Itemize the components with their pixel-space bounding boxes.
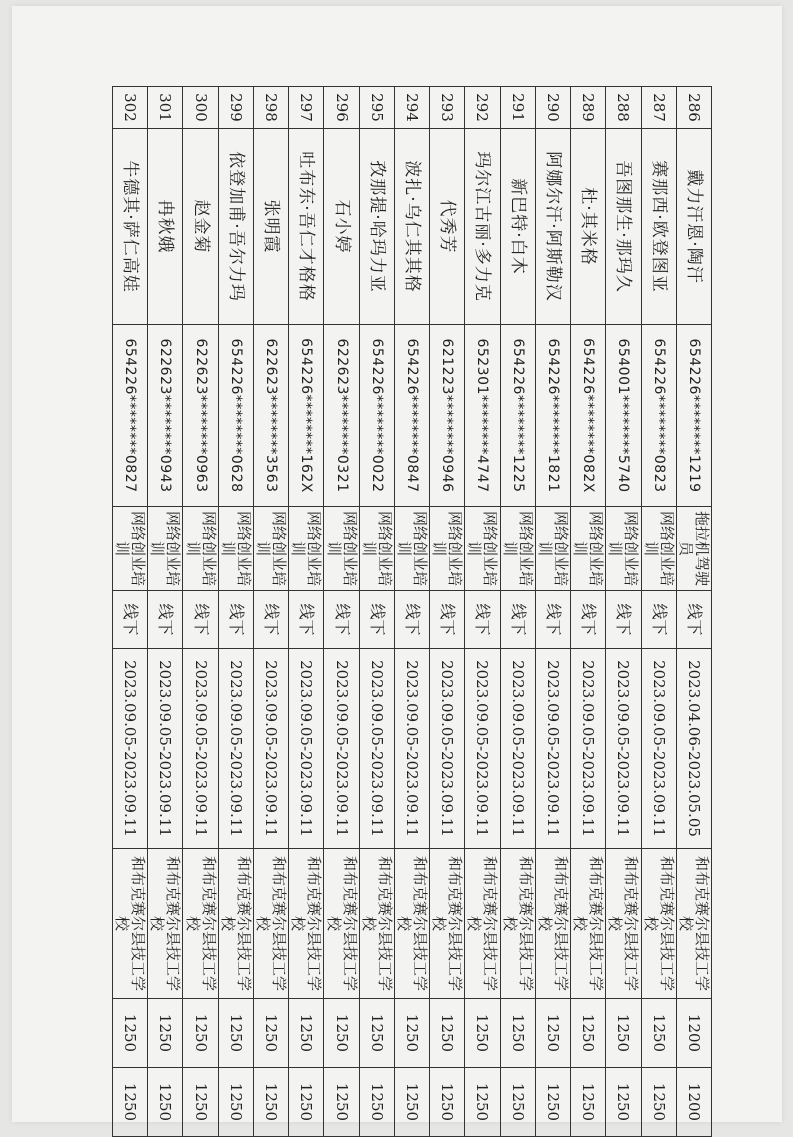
trainee-name-cell: 阿娜尔汗·阿斯勒汉 (535, 129, 570, 325)
trainee-name-cell: 吾图那生·那玛久 (606, 129, 641, 325)
subsidy-amount-cell: 1250 (430, 1068, 465, 1137)
table-row (535, 87, 570, 1137)
trainee-subsidy-table (112, 86, 712, 1137)
subsidy-amount-cell: 1250 (535, 1068, 570, 1137)
row-number-cell: 295 (359, 87, 394, 129)
training-institution-cell: 和布克赛尔县技工学校 (289, 849, 324, 999)
subsidy-amount-cell: 1250 (253, 1068, 288, 1137)
training-mode-cell: 线下 (465, 591, 500, 649)
id-number-cell: 654226********1225 (500, 325, 535, 507)
subsidy-standard-cell: 1250 (324, 999, 359, 1068)
subsidy-amount-cell: 1250 (148, 1068, 183, 1137)
id-number-cell: 622623********0963 (183, 325, 218, 507)
id-number-cell: 654226********0823 (641, 325, 676, 507)
training-period-cell: 2023.09.05-2023.09.11 (148, 649, 183, 849)
training-institution-cell: 和布克赛尔县技工学校 (324, 849, 359, 999)
training-mode-cell: 线下 (289, 591, 324, 649)
trainee-name-cell: 牛德其·萨仁高娃 (113, 129, 148, 325)
training-period-cell: 2023.09.05-2023.09.11 (535, 649, 570, 849)
trainee-name-cell: 玛尔江古丽·多力克 (465, 129, 500, 325)
id-number-cell: 621223********0946 (430, 325, 465, 507)
id-number-cell: 622623********0943 (148, 325, 183, 507)
rotated-table-container (112, 86, 712, 1136)
id-number-cell: 622623********0321 (324, 325, 359, 507)
id-number-cell: 654226********162X (289, 325, 324, 507)
row-number-cell: 290 (535, 87, 570, 129)
training-mode-cell: 线下 (113, 591, 148, 649)
training-institution-cell: 和布克赛尔县技工学校 (500, 849, 535, 999)
training-mode-cell: 线下 (183, 591, 218, 649)
table-row (430, 87, 465, 1137)
subsidy-standard-cell: 1250 (500, 999, 535, 1068)
training-institution-cell: 和布克赛尔县技工学校 (183, 849, 218, 999)
training-period-cell: 2023.09.05-2023.09.11 (218, 649, 253, 849)
trainee-name-cell: 依登加甫·吾尔力玛 (218, 129, 253, 325)
trainee-name-cell: 吐布东·吾仁才格格 (289, 129, 324, 325)
id-number-cell: 654226********1821 (535, 325, 570, 507)
trainee-name-cell: 冉秋娥 (148, 129, 183, 325)
training-type-cell: 网络创业培训 (218, 507, 253, 591)
training-type-cell: 网络创业培训 (113, 507, 148, 591)
training-type-cell: 网络创业培训 (430, 507, 465, 591)
trainee-name-cell: 石小婷 (324, 129, 359, 325)
row-number-cell: 297 (289, 87, 324, 129)
training-period-cell: 2023.09.05-2023.09.11 (113, 649, 148, 849)
trainee-name-cell: 波扎·乌仁其其格 (394, 129, 429, 325)
subsidy-standard-cell: 1250 (359, 999, 394, 1068)
subsidy-standard-cell: 1250 (148, 999, 183, 1068)
subsidy-standard-cell: 1250 (113, 999, 148, 1068)
subsidy-standard-cell: 1250 (465, 999, 500, 1068)
training-period-cell: 2023.04.06-2023.05.05 (676, 649, 711, 849)
training-mode-cell: 线下 (676, 591, 711, 649)
subsidy-amount-cell: 1250 (324, 1068, 359, 1137)
subsidy-amount-cell: 1250 (289, 1068, 324, 1137)
subsidy-amount-cell: 1250 (606, 1068, 641, 1137)
training-institution-cell: 和布克赛尔县技工学校 (676, 849, 711, 999)
subsidy-standard-cell: 1250 (571, 999, 606, 1068)
training-type-cell: 网络创业培训 (359, 507, 394, 591)
training-type-cell: 网络创业培训 (606, 507, 641, 591)
training-type-cell: 网络创业培训 (324, 507, 359, 591)
training-type-cell: 网络创业培训 (289, 507, 324, 591)
row-number-cell: 298 (253, 87, 288, 129)
training-institution-cell: 和布克赛尔县技工学校 (359, 849, 394, 999)
trainee-name-cell: 新巴特·白木 (500, 129, 535, 325)
trainee-name-cell: 孜那提·哈玛力亚 (359, 129, 394, 325)
training-type-cell: 网络创业培训 (465, 507, 500, 591)
subsidy-amount-cell: 1250 (641, 1068, 676, 1137)
subsidy-amount-cell: 1200 (676, 1068, 711, 1137)
subsidy-standard-cell: 1200 (676, 999, 711, 1068)
training-period-cell: 2023.09.05-2023.09.11 (394, 649, 429, 849)
training-institution-cell: 和布克赛尔县技工学校 (253, 849, 288, 999)
table-row (183, 87, 218, 1137)
training-type-cell: 网络创业培训 (500, 507, 535, 591)
row-number-cell: 293 (430, 87, 465, 129)
subsidy-standard-cell: 1250 (253, 999, 288, 1068)
row-number-cell: 296 (324, 87, 359, 129)
row-number-cell: 289 (571, 87, 606, 129)
training-mode-cell: 线下 (571, 591, 606, 649)
training-type-cell: 网络创业培训 (148, 507, 183, 591)
table-row (113, 87, 148, 1137)
id-number-cell: 654226********0847 (394, 325, 429, 507)
subsidy-amount-cell: 1250 (359, 1068, 394, 1137)
subsidy-amount-cell: 1250 (571, 1068, 606, 1137)
subsidy-standard-cell: 1250 (606, 999, 641, 1068)
training-type-cell: 网络创业培训 (641, 507, 676, 591)
training-period-cell: 2023.09.05-2023.09.11 (289, 649, 324, 849)
row-number-cell: 302 (113, 87, 148, 129)
id-number-cell: 652301********4747 (465, 325, 500, 507)
table-row (571, 87, 606, 1137)
row-number-cell: 292 (465, 87, 500, 129)
training-period-cell: 2023.09.05-2023.09.11 (324, 649, 359, 849)
training-institution-cell: 和布克赛尔县技工学校 (394, 849, 429, 999)
training-period-cell: 2023.09.05-2023.09.11 (465, 649, 500, 849)
table-row (606, 87, 641, 1137)
training-mode-cell: 线下 (359, 591, 394, 649)
training-institution-cell: 和布克赛尔县技工学校 (641, 849, 676, 999)
subsidy-amount-cell: 1250 (500, 1068, 535, 1137)
row-number-cell: 287 (641, 87, 676, 129)
subsidy-standard-cell: 1250 (289, 999, 324, 1068)
training-mode-cell: 线下 (324, 591, 359, 649)
training-mode-cell: 线下 (535, 591, 570, 649)
trainee-name-cell: 代秀芳 (430, 129, 465, 325)
training-institution-cell: 和布克赛尔县技工学校 (430, 849, 465, 999)
training-mode-cell: 线下 (148, 591, 183, 649)
subsidy-amount-cell: 1250 (218, 1068, 253, 1137)
row-number-cell: 300 (183, 87, 218, 129)
training-institution-cell: 和布克赛尔县技工学校 (571, 849, 606, 999)
trainee-name-cell: 赵金菊 (183, 129, 218, 325)
training-institution-cell: 和布克赛尔县技工学校 (148, 849, 183, 999)
training-mode-cell: 线下 (253, 591, 288, 649)
training-period-cell: 2023.09.05-2023.09.11 (641, 649, 676, 849)
subsidy-amount-cell: 1250 (183, 1068, 218, 1137)
training-mode-cell: 线下 (500, 591, 535, 649)
training-type-cell: 拖拉机驾驶员 (676, 507, 711, 591)
row-number-cell: 291 (500, 87, 535, 129)
subsidy-standard-cell: 1250 (394, 999, 429, 1068)
document-page (12, 6, 782, 1122)
subsidy-standard-cell: 1250 (218, 999, 253, 1068)
training-institution-cell: 和布克赛尔县技工学校 (606, 849, 641, 999)
training-mode-cell: 线下 (430, 591, 465, 649)
id-number-cell: 654226********082X (571, 325, 606, 507)
trainee-name-cell: 杜·其米格 (571, 129, 606, 325)
training-period-cell: 2023.09.05-2023.09.11 (430, 649, 465, 849)
subsidy-standard-cell: 1250 (535, 999, 570, 1068)
training-period-cell: 2023.09.05-2023.09.11 (183, 649, 218, 849)
id-number-cell: 654226********1219 (676, 325, 711, 507)
row-number-cell: 301 (148, 87, 183, 129)
row-number-cell: 294 (394, 87, 429, 129)
table-row (218, 87, 253, 1137)
training-institution-cell: 和布克赛尔县技工学校 (218, 849, 253, 999)
table-row (253, 87, 288, 1137)
training-type-cell: 网络创业培训 (394, 507, 429, 591)
subsidy-standard-cell: 1250 (183, 999, 218, 1068)
table-row (359, 87, 394, 1137)
id-number-cell: 654226********0827 (113, 325, 148, 507)
training-period-cell: 2023.09.05-2023.09.11 (606, 649, 641, 849)
training-institution-cell: 和布克赛尔县技工学校 (113, 849, 148, 999)
table-row (676, 87, 711, 1137)
training-institution-cell: 和布克赛尔县技工学校 (465, 849, 500, 999)
training-mode-cell: 线下 (218, 591, 253, 649)
table-row (148, 87, 183, 1137)
training-type-cell: 网络创业培训 (571, 507, 606, 591)
row-number-cell: 299 (218, 87, 253, 129)
table-row (641, 87, 676, 1137)
trainee-name-cell: 赛那西·欧登图亚 (641, 129, 676, 325)
training-type-cell: 网络创业培训 (253, 507, 288, 591)
id-number-cell: 654226********0628 (218, 325, 253, 507)
table-row (324, 87, 359, 1137)
subsidy-amount-cell: 1250 (394, 1068, 429, 1137)
subsidy-amount-cell: 1250 (113, 1068, 148, 1137)
subsidy-standard-cell: 1250 (641, 999, 676, 1068)
training-institution-cell: 和布克赛尔县技工学校 (535, 849, 570, 999)
id-number-cell: 654226********0022 (359, 325, 394, 507)
row-number-cell: 286 (676, 87, 711, 129)
training-type-cell: 网络创业培训 (183, 507, 218, 591)
training-type-cell: 网络创业培训 (535, 507, 570, 591)
table-row (394, 87, 429, 1137)
id-number-cell: 654001********5740 (606, 325, 641, 507)
table-row (465, 87, 500, 1137)
trainee-name-cell: 戴力汗恩·陶汗 (676, 129, 711, 325)
trainee-name-cell: 张明霞 (253, 129, 288, 325)
training-mode-cell: 线下 (641, 591, 676, 649)
training-period-cell: 2023.09.05-2023.09.11 (253, 649, 288, 849)
subsidy-standard-cell: 1250 (430, 999, 465, 1068)
training-mode-cell: 线下 (606, 591, 641, 649)
training-period-cell: 2023.09.05-2023.09.11 (571, 649, 606, 849)
subsidy-amount-cell: 1250 (465, 1068, 500, 1137)
training-period-cell: 2023.09.05-2023.09.11 (359, 649, 394, 849)
row-number-cell: 288 (606, 87, 641, 129)
training-mode-cell: 线下 (394, 591, 429, 649)
table-row (500, 87, 535, 1137)
training-period-cell: 2023.09.05-2023.09.11 (500, 649, 535, 849)
table-body (113, 87, 712, 1137)
id-number-cell: 622623********3563 (253, 325, 288, 507)
table-row (289, 87, 324, 1137)
